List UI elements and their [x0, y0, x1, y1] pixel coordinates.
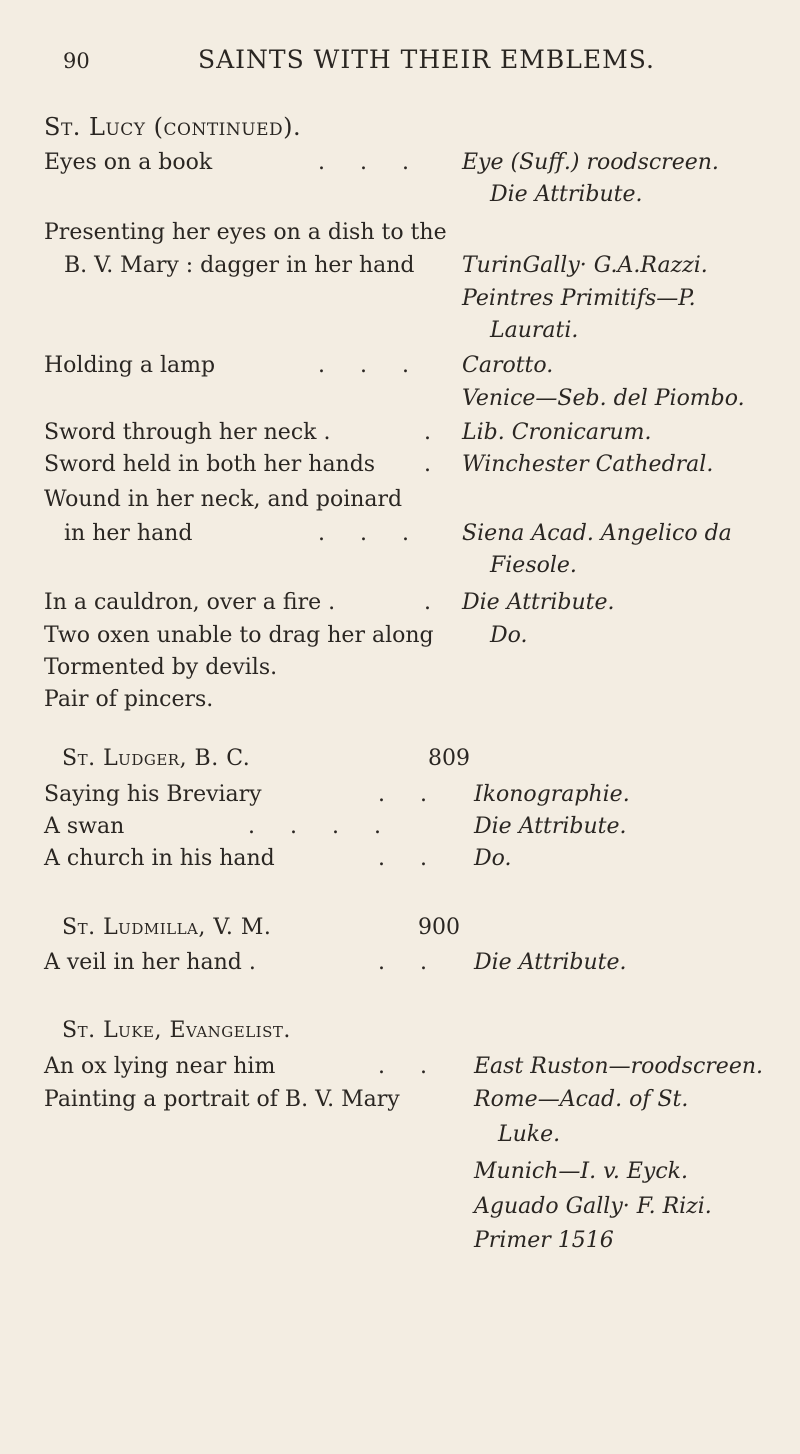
section-heading-st-ludger: St. Ludger, B. C.	[62, 746, 251, 771]
emblem-text: B. V. Mary : dagger in her hand	[64, 253, 415, 278]
section-heading-st-lucy: St. Lucy (continued).	[44, 113, 302, 141]
emblem-text: Saying his Breviary	[44, 782, 262, 807]
emblem-text: A veil in her hand .	[44, 950, 256, 975]
reference-text: East Ruston—roodscreen.	[474, 1054, 763, 1079]
emblem-text: Sword through her neck .	[44, 420, 331, 445]
leader-dots: . .	[378, 1054, 441, 1079]
reference-text: Laurati.	[490, 318, 579, 343]
leader-dots: . .	[378, 846, 441, 871]
reference-text: Siena Acad. Angelico da	[462, 521, 732, 546]
reference-text: Rome—Acad. of St.	[474, 1087, 689, 1112]
reference-text: Eye (Suff.) roodscreen.	[462, 150, 719, 175]
reference-text: Peintres Primitifs—P.	[462, 286, 696, 311]
reference-text: Luke.	[498, 1122, 561, 1147]
emblem-text: Painting a portrait of B. V. Mary	[44, 1087, 400, 1112]
leader-dots: . . . .	[248, 814, 395, 839]
emblem-text: Sword held in both her hands	[44, 452, 376, 477]
leader-dots: . . .	[318, 521, 423, 546]
section-heading-st-ludmilla: St. Ludmilla, V. M.	[62, 915, 272, 940]
emblem-text: Holding a lamp	[44, 353, 216, 378]
reference-text: Die Attribute.	[474, 950, 627, 975]
leader-dots: . .	[378, 950, 441, 975]
leader-dots: .	[424, 590, 445, 615]
emblem-text: Wound in her neck, and poinard	[44, 487, 403, 512]
reference-text: Fiesole.	[490, 553, 577, 578]
emblem-text: A swan	[44, 814, 125, 839]
reference-text: Lib. Cronicarum.	[462, 420, 652, 445]
emblem-text: in her hand	[64, 521, 193, 546]
reference-text: Venice—Seb. del Piombo.	[462, 386, 745, 411]
leader-dots: .	[424, 420, 445, 445]
reference-text: Carotto.	[462, 353, 554, 378]
emblem-text: Pair of pincers.	[44, 687, 214, 712]
emblem-text: Eyes on a book	[44, 150, 213, 175]
emblem-text: Two oxen unable to drag her along	[44, 623, 434, 648]
emblem-text: A church in his hand	[44, 846, 275, 871]
reference-text: Aguado Gally· F. Rizi.	[474, 1194, 712, 1219]
emblem-text: Presenting her eyes on a dish to the	[44, 220, 447, 245]
emblem-text: Tormented by devils.	[44, 655, 278, 680]
reference-text: Do.	[490, 623, 528, 648]
page-number: 90	[63, 49, 90, 73]
reference-text: Do.	[474, 846, 512, 871]
reference-text: Winchester Cathedral.	[462, 452, 714, 477]
emblem-text: In a cauldron, over a fire .	[44, 590, 336, 615]
section-heading-st-luke: St. Luke, Evangelist.	[62, 1018, 291, 1043]
reference-text: Die Attribute.	[462, 590, 615, 615]
leader-dots: .	[424, 452, 445, 477]
reference-text: Die Attribute.	[490, 182, 643, 207]
leader-dots: . . .	[318, 150, 423, 175]
reference-text: Ikonographie.	[474, 782, 630, 807]
reference-text: TurinGally· G.A.Razzi.	[462, 253, 708, 278]
emblem-text: An ox lying near him	[44, 1054, 276, 1079]
reference-text: Munich—I. v. Eyck.	[474, 1159, 689, 1184]
reference-text: Die Attribute.	[474, 814, 627, 839]
leader-dots: . . .	[318, 353, 423, 378]
leader-dots: . .	[378, 782, 441, 807]
reference-text: Primer 1516	[474, 1228, 614, 1253]
section-date: 809	[428, 746, 470, 771]
section-date: 900	[418, 915, 460, 940]
running-title: SAINTS WITH THEIR EMBLEMS.	[198, 45, 655, 74]
